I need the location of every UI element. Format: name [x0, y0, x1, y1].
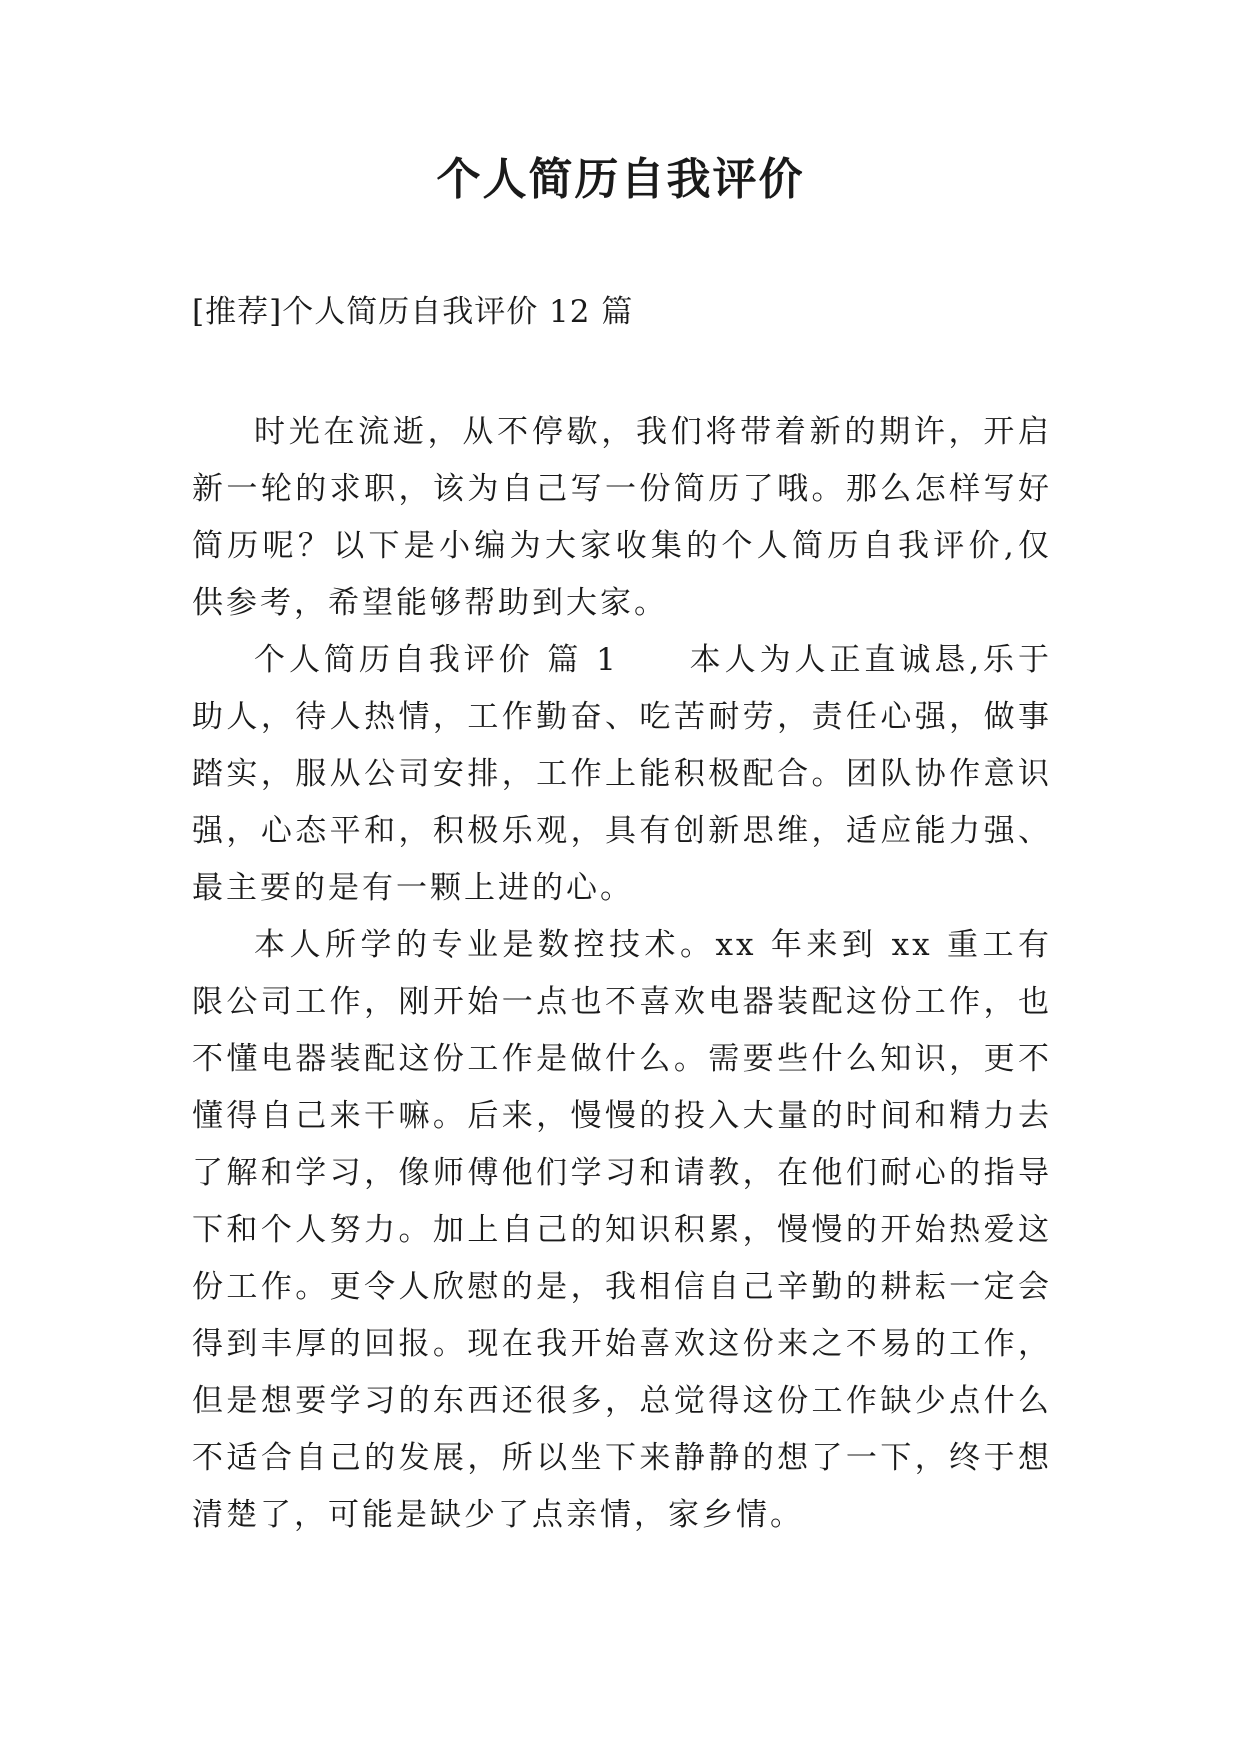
- paragraph-section-1: 个人简历自我评价 篇 1 本人为人正直诚恳,乐于助人，待人热情，工作勤奋、吃苦耐劳，责任心强，做事踏实，服从公司安排，工作上能积极配合。团队协作意识强，心态平和，积极乐观，具有创新思维，适应能力强、最主要的是有一颗上进的心。: [192, 642, 1052, 906]
- paragraph-work-experience: 本人所学的专业是数控技术。xx 年来到 xx 重工有限公司工作，刚开始一点也不喜欢电器装配这份工作，也不懂电器装配这份工作是做什么。需要些什么知识，更不懂得自己来干嘛。后来，慢慢的投入大量的时间和精力去了解和学习，像师傅他们学习和请教，在他们耐心的指导下和个人努力。加上自己的知识积累，慢慢的开始热爱这份工作。更令人欣慰的是，我相信自己辛勤的耕耘一定会得到丰厚的回报。现在我开始喜欢这份来之不易的工作，但是想要学习的东西还很多，总觉得这份工作缺少点什么不适合自己的发展，所以坐下来静静的想了一下，终于想清楚了，可能是缺少了点亲情，家乡情。: [192, 927, 1052, 1533]
- document-body: [192, 404, 1052, 1544]
- document-title: 个人简历自我评价: [436, 154, 805, 205]
- paragraph-intro: 时光在流逝，从不停歇，我们将带着新的期许，开启新一轮的求职，该为自己写一份简历了哦。那么怎样写好简历呢？以下是小编为大家收集的个人简历自我评价,仅供参考，希望能够帮助到大家。: [192, 414, 1052, 621]
- document-subtitle: [推荐]个人简历自我评价 12 篇: [192, 294, 634, 330]
